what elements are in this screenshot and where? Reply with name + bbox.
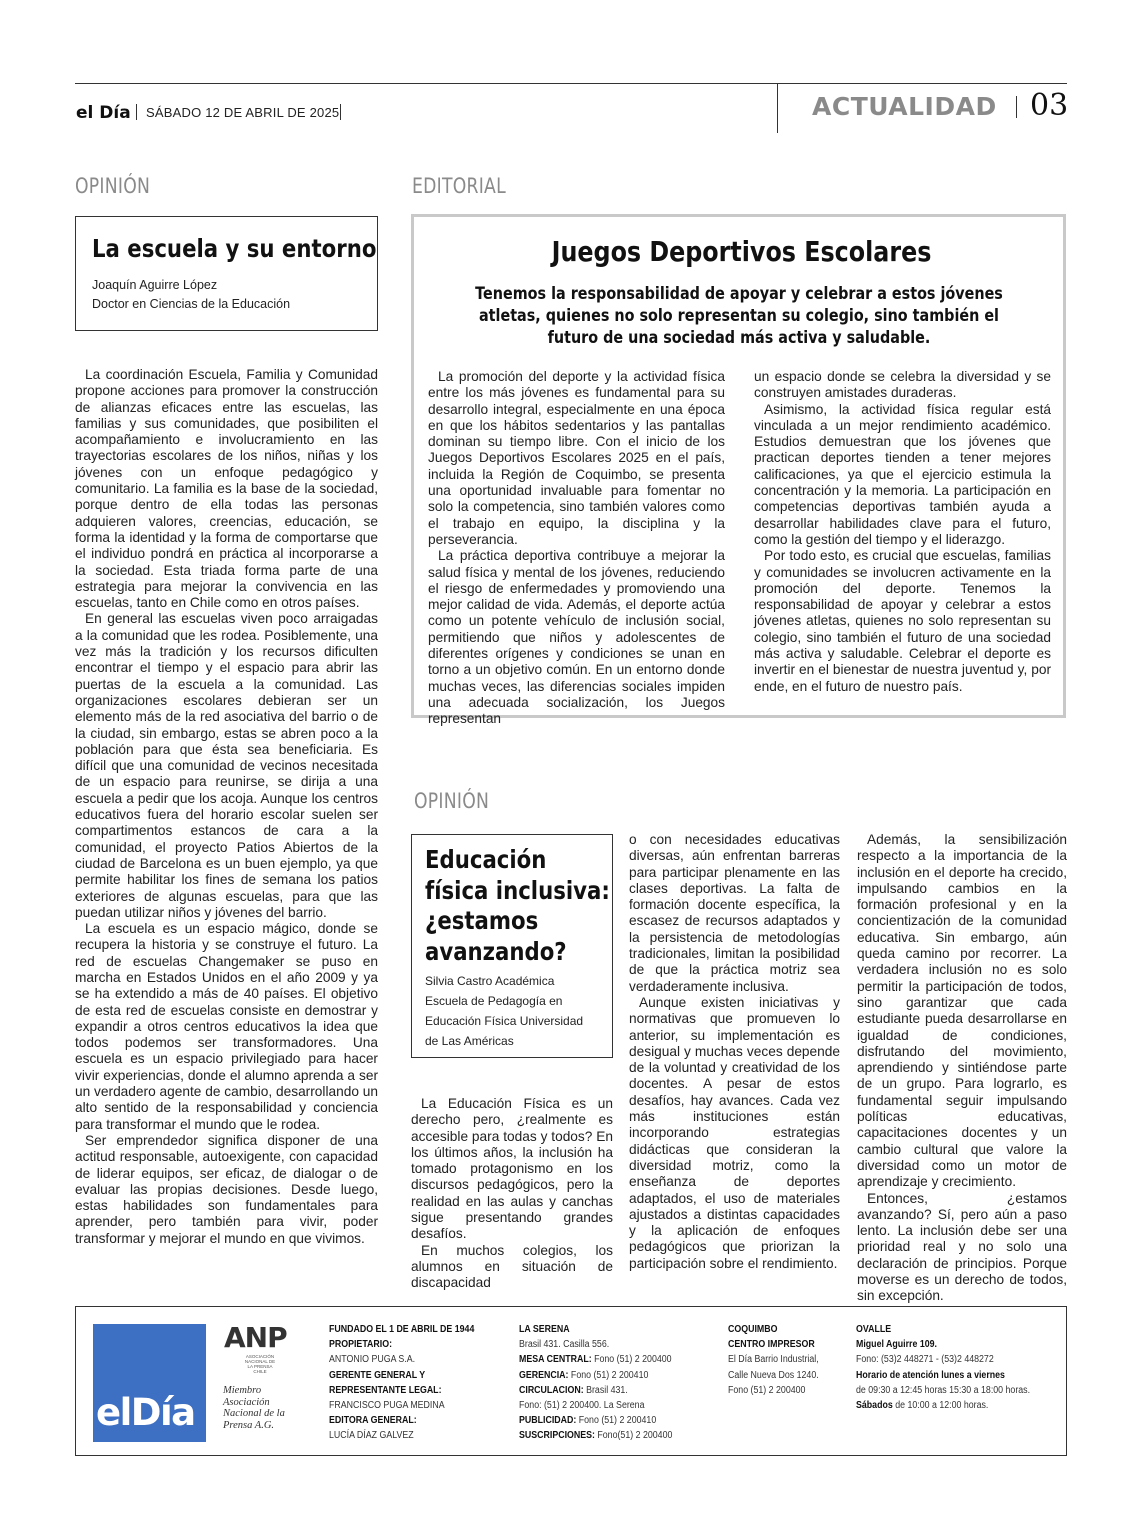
anp-logo: ANP [224,1321,287,1354]
paragraph: En muchos colegios, los alumnos en situación de discapacidad [411,1242,613,1291]
article-column [629,832,840,1272]
article-column [857,832,1067,1305]
editorial-title: Juegos Deportivos Escolares [551,235,932,268]
address-line: El Día Barrio Industrial, [728,1354,819,1366]
title-line: Educación [425,845,547,874]
hours-value: de 09:30 a 12:45 horas 15:30 a 18:00 horas. [856,1384,1031,1396]
paragraph: Entonces, ¿estamos avanzando? Sí, pero aún a paso lento. La inclusión debe ser una prioridad real y no solo una declaración de principios. Porque moverse es un derecho de todos, sin excepción. [857,1190,1067,1304]
article-body [75,367,378,1247]
paragraph: La coordinación Escuela, Familia y Comunidad propone acciones para promover la construcción de alianzas eficaces entre las escuelas, las familias y sus comunidades, que posibiliten el acompañamiento e involucramiento en las trayectorias escolares de los niños, niñas y los jóvenes con un enfoque pedagógico y comunitario. La familia es la base de la sociedad, porque dentro de ella todas las personas adquieren valores, creencias, educación, se forma la identidad y la forma de comportarse que el individuo pondrá en práctica al incorporarse a la sociedad. Esta triada forma parte de una estrategia para mejorar la convivencia en las escuelas, tanto en Chile como en otros países. [75,367,378,611]
founded-line: FUNDADO EL 1 DE ABRIL DE 1944 [329,1324,475,1335]
paragraph: un espacio donde se celebra la diversidad y se construyen amistades duraderas. [754,369,1051,401]
editorial-column [428,369,725,728]
header-tick [1016,96,1017,118]
masthead-footer [75,1306,1067,1456]
editorial-box [411,214,1066,727]
opinion-kicker: OPINIÓN [414,789,490,813]
contact-value: Brasil 431. [583,1384,628,1396]
manager-label: REPRESENTANTE LEGAL: [329,1384,442,1396]
article-byline [92,276,290,314]
byline-line: de Las Américas [425,1034,514,1048]
editorial-kicker: EDITORIAL [412,174,506,198]
paragraph: Por todo esto, es crucial que escuelas, familias y comunidades se involucren activamente en la promoción del deporte. Tenemos la responsabilidad de apoyar y celebrar a estos jóvenes atletas, quienes no solo representan su colegio, sino también el futuro de una sociedad más activa y saludable. Celebrar el deporte es invertir en el bienestar de nuestra juventud y, por ende, en el futuro de nuestro país. [754,548,1051,694]
section-name: ACTUALIDAD [812,92,997,121]
paragraph: Además, la sensibilización respecto a la importancia de la inclusión en el deporte ha crecido, impulsando cambios en la formación profesional y en la concientización de la comunidad educativa. Sin embargo, aún queda camino por recorrer. La verdadera inclusión no es solo permitir la participación de todos, sino garantizar que cada estudiante pueda desarrollarse en igualdad de condiciones, disfrutando del movimiento, aprendiendo y sintiéndose parte de un grupo. Para lograrlo, es fundamental seguir impulsando políticas educativas, capacitaciones docentes y un cambio cultural que valore la diversidad como un motor de aprendizaje y crecimiento. [857,832,1067,1190]
title-line: ¿estamos [425,906,539,935]
title-line: avanzando? [425,936,567,966]
header-rule [75,83,1067,84]
paragraph: Asimismo, la actividad física regular está vinculada a un mejor rendimiento académico. Estudios demuestran que los jóvenes que practican deportes tienden a tener mejores calificaciones, ya que el ejercicio estimula la concentración y la memoria. La participación en competencias deportivas también ayuda a desarrollar habilidades clave para el futuro, como la gestión del tiempo y el liderazgo. [754,401,1051,547]
logo-text: elDía [96,1391,195,1434]
article-title: La escuela y su entorno [92,234,377,263]
address-line: Fono (51) 2 200400 [728,1384,806,1396]
byline-line: Educación Física Universidad [425,1014,584,1028]
editor-label: EDITORA GENERAL: [329,1415,417,1427]
paragraph: La Educación Física es un derecho pero, ¿realmente es accesible para todas y todos? En los últimos años, la inclusión ha tomado protagonismo en los discursos pedagógicos, pero la realidad en las aulas y canchas sigue presentando grandes desafíos. [411,1096,613,1242]
owner-label: PROPIETARIO: [329,1339,393,1351]
owner-value: ANTONIO PUGA S.A. [329,1354,416,1366]
contact-value: Fono (51) 2 200410 [568,1369,649,1381]
title-line: física inclusiva: [425,875,610,905]
address-line: Miguel Aguirre 109. [856,1339,938,1351]
footer-column-la-serena [519,1322,672,1444]
footer-column-ownership [329,1322,474,1444]
issue-date: SÁBADO 12 DE ABRIL DE 2025 [146,105,340,120]
header-tick [136,104,137,120]
city-heading: LA SERENA [519,1324,570,1335]
city-heading: COQUIMBO [728,1324,778,1335]
paragraph: La escuela es un espacio mágico, donde se recupera la historia y se construye el futuro. La red de escuelas Changemaker se puso en marcha en Estados Unidos en el año 2009 y ya se ha extendido a más de 40 países. El objetivo de esta red de escuelas consiste en demostrar y expandir a otros centros educativos la idea que todos podemos ser transformadores. Una escuela es un espacio privilegiado para hacer vivir experiencias, donde el alumno aprenda a ser un verdadero agente de cambio, desarrollando un alto sentido de la responsabilidad y conciencia para transformar el mundo que le rodea. [75,921,378,1132]
sub-heading: CENTRO IMPRESOR [728,1339,815,1351]
editor-value: LUCÍA DÍAZ GALVEZ [329,1430,414,1442]
newspaper-logo [93,1324,206,1442]
paragraph: Ser emprendedor significa disponer de una actitud responsable, autoexigente, con capacidad de liderar equipos, ser eficaz, de dialogar o de evaluar las propias decisiones. Desde luego, estas habilidades son fundamentales para aprender, pero también para vivir, poder transformar y mejorar el mundo en que vivimos. [75,1132,378,1246]
opinion-kicker: OPINIÓN [75,174,151,198]
header-separator [777,83,778,133]
byline-line: Silvia Castro Académica [425,974,555,988]
footer-column-coquimbo [728,1322,819,1398]
header-tick [340,104,341,120]
hours-value: de 10:00 a 12:00 horas. [892,1400,989,1412]
contact-value: Fono (51) 2 200410 [576,1415,657,1427]
opinion-title-box [75,216,378,331]
city-heading: OVALLE [856,1324,892,1335]
article-title [425,845,610,967]
page-number: 03 [1030,88,1069,123]
byline-line: Escuela de Pedagogía en [425,994,563,1008]
footer-column-ovalle [856,1322,1030,1413]
article-column [411,1096,613,1292]
opinion-title-box [411,834,613,1058]
hours-label: Sábados [856,1400,893,1412]
author-name: Joaquín Aguirre López [92,278,218,292]
contact-label: SUSCRIPCIONES: [519,1430,595,1442]
membership-note: Miembro Asociación Nacional de la Prensa A.G. [223,1385,285,1431]
paragraph: La práctica deportiva contribuye a mejorar la salud física y mental de los jóvenes, reduciendo el riesgo de enfermedades y promoviendo una mejor calidad de vida. Además, el deporte actúa como un potente vehículo de inclusión social, permitiendo que niños y adolescentes de diferentes orígenes y condiciones se unan en torno a un objetivo común. En un entorno donde muchas veces, las diferencias sociales impiden una adecuada socialización, los Juegos representan [428,548,725,727]
contact-label: MESA CENTRAL: [519,1354,592,1366]
hours-label: Horario de atención lunes a viernes [856,1369,1005,1381]
address-line: Brasil 431. Casilla 556. [519,1339,610,1351]
anp-subtitle: ASOCIACIÓN NACIONAL DE LA PRENSA CHILE [244,1354,276,1374]
contact-value: Fono: (51) 2 200400. La Serena [519,1400,645,1412]
paragraph: o con necesidades educativas diversas, aún enfrentan barreras para participar plenamente en las clases deportivas. La falta de formación docente específica, la escasez de recursos adaptados y la persistencia de metodologías tradicionales, limitan la posibilidad de que la práctica motriz sea verdaderamente inclusiva. [629,832,840,994]
manager-value: FRANCISCO PUGA MEDINA [329,1400,445,1412]
address-line: Calle Nueva Dos 1240. [728,1369,819,1381]
editorial-lead: Tenemos la responsabilidad de apoyar y celebrar a estos jóvenes atletas, quienes no solo representan su colegio, sino también el futuro de una sociedad más activa y saludable. [475,284,1003,347]
manager-label: GERENTE GENERAL Y [329,1369,426,1381]
editorial-column [754,369,1051,695]
contact-label: CIRCULACION: [519,1384,584,1396]
author-role: Doctor en Ciencias de la Educación [92,297,291,311]
paragraph: Aunque existen iniciativas y normativas que promueven lo anterior, su implementación es desigual y muchas veces depende de la voluntad y creatividad de los docentes. A pesar de estos desafíos, hay avances. Cada vez más instituciones están incorporando estrategias didácticas que consideran la diversidad motriz, como la enseñanza de deportes adaptados, el uso de materiales ajustados a distintas capacidades y la aplicación de enfoques pedagógicos que priorizan la participación sobre el rendimiento. [629,994,840,1271]
phone-line: Fono: (53)2 448271 - (53)2 448272 [856,1354,994,1366]
brand-logo-text: el Día [76,103,131,123]
contact-label: PUBLICIDAD: [519,1415,577,1427]
paragraph: La promoción del deporte y la actividad física entre los más jóvenes es fundamental para su desarrollo integral, especialmente en una época en que los hábitos sedentarios y las pantallas dominan su tiempo libre. Con el inicio de los Juegos Deportivos Escolares 2025 en el país, incluida la Región de Coquimbo, se presenta una oportunidad invaluable para fomentar no solo la competencia, sino también valores como el trabajo en equipo, la disciplina y la perseverancia. [428,369,725,547]
article-byline [425,971,583,1051]
contact-value: Fono (51) 2 200400 [591,1354,672,1366]
contact-value: Fono(51) 2 200400 [594,1430,673,1442]
paragraph: En general las escuelas viven poco arraigadas a la comunidad que les rodea. Posiblemente, una vez más la tradición y los recursos dificulten encontrar el tiempo y el espacio para abrir las puertas de la escuela a la comunidad. Las organizaciones escolares debieran ser un elemento más de la red asociativa del barrio o de la ciudad, sin embargo, estas se abren poco a la población para que ésta sea beneficiaria. Es difícil que una comunidad de vecinos necesitada de un espacio para reunirse, se dirija a una escuela a pedir que los acoja. Aunque los centros educativos fuera del horario escolar suelen ser compartimentos estancos de cara a la comunidad, el proyecto Patios Abiertos de la ciudad de Barcelona es un buen ejemplo, ya que permite habilitar los fines de semana los patios exteriores de algunas escuelas, para que las puedan utilizar niños y jóvenes del barrio. [75,611,378,920]
contact-label: GERENCIA: [519,1369,569,1381]
